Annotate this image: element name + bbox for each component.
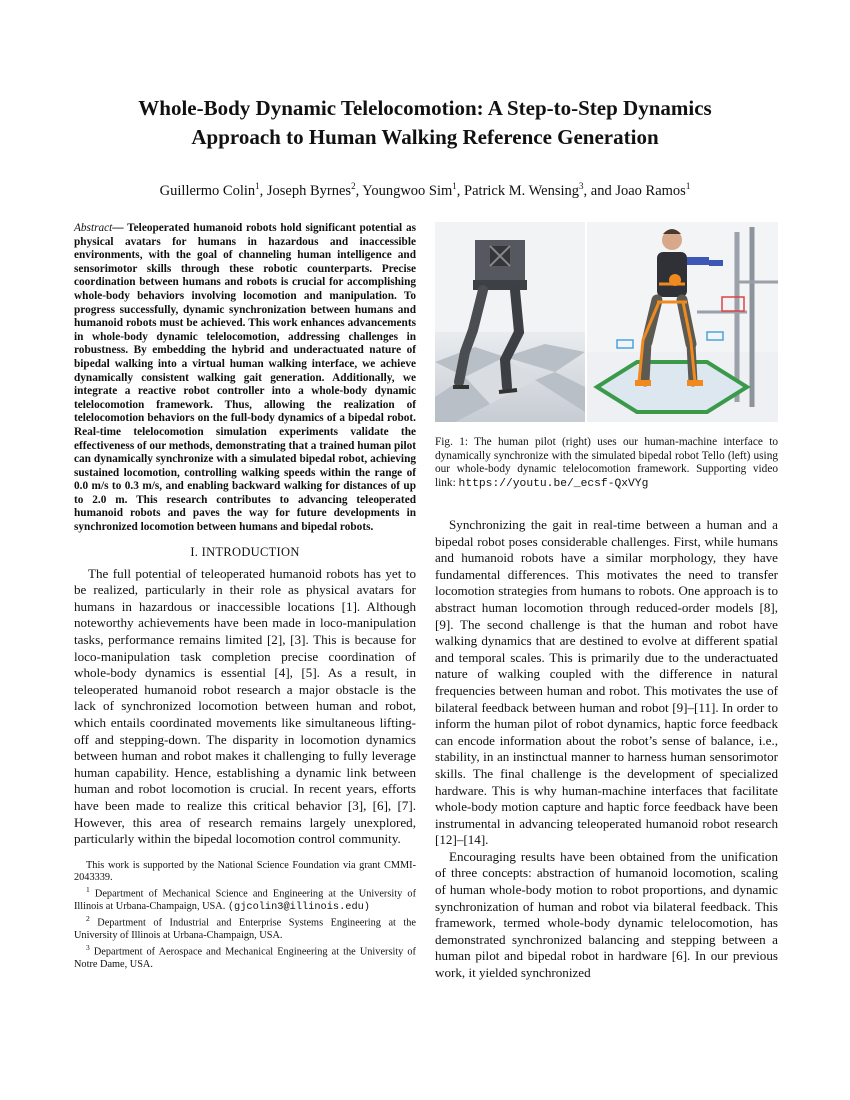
author-separator: , [456, 182, 465, 199]
footnote-3-text: Department of Aerospace and Mechanical Engineering at the University of Notre Dame, USA. [74, 946, 416, 971]
title-line-1: Whole-Body Dynamic Telelocomotion: A Step-to-Step Dynamics [138, 96, 712, 120]
author-name: Patrick M. Wensing [464, 182, 580, 199]
robot-simulation-image [435, 222, 585, 422]
author-affiliation-marker: 1 [685, 181, 691, 191]
footnote-funding: This work is supported by the National Science Foundation via grant CMMI-2043339. [74, 859, 416, 884]
section-heading-introduction: I. INTRODUCTION [190, 544, 300, 559]
right-column [435, 222, 778, 982]
author-list [70, 177, 780, 200]
author-name: Youngwoo Sim [362, 182, 453, 199]
intro-paragraph-1: The full potential of teleoperated humanoid robots has yet to be realized, particularly in their role as physical avatars for humans in hazardous or inaccessible locations [1]. Although noteworthy achievements have been made in loco-manipulation tasks, performance remains limited [2], [3]. This is because for loco-manipulation task completion precise coordination of whole-body dynamics is essential [4], [5]. As a result, in teleoperated humanoid robot research a major obstacle is the lack of synchronized locomotion between human and robot, which entails coordinated movements like simultaneous lifting-off and stepping-down. The disparity in locomotion dynamics between human and robot makes it challenging to fully leverage human capability. Hence, establishing a dynamic link between human and robot locomotion is crucial. In recent years, efforts have been made to realize this critical behavior [3], [6], [7]. However, this area of research remains largely unexplored, particularly within the bipedal locomotion control community. [74, 565, 416, 847]
footnote-1-text: Department of Mechanical Science and Engineering at the University of Illinois at Urbana-Champaign, USA. [74, 888, 416, 913]
footnote-affiliation-3: $^3$ Department of Aerospace and Mechanical Engineering at the University of Notre Dame, USA. [74, 943, 416, 971]
author-affiliation-marker: 3 [579, 181, 584, 191]
paper-title [70, 94, 780, 152]
left-column [74, 222, 416, 971]
video-link[interactable]: https://youtu.be/_ecsf-QxVYg [458, 477, 649, 490]
footnote-2-text: Department of Industrial and Enterprise Systems Engineering at the University of Illinois at Urbana-Champaign, USA. [74, 917, 416, 942]
figure-1-caption-text: Fig. 1: The human pilot (right) uses our human-machine interface to dynamically synchronize with the simulated bipedal robot Tello (left) using our whole-body dynamic telelocomotion framework. Supporting video link: [435, 436, 778, 489]
abstract-label: Abstract [74, 222, 113, 234]
author-affiliation-marker: 2 [351, 181, 356, 191]
abstract [74, 222, 416, 535]
abstract-dash: — [112, 222, 128, 234]
right-paragraph-1: Synchronizing the gait in real-time between a human and a bipedal robot poses considerable challenges. First, while humans and humanoid robots have a similar morphology, they have fundamental differences. This motivates the need to transfer locomotion strategies from humans to robots. One approach is to abstract human locomotion through reduced-order models [8], [9]. The second challenge is that the human and robot have walking dynamics that are destined to evolve at different spatial and temporal scales. This is primarily due to the underactuated nature of walking coupled with the difference in natural frequencies between human and robot. This motivates the use of bilateral feedback between human and robot [9]–[11]. In order to inform the human pilot of robot dynamics, haptic force feedback can encode information about the robot’s sense of balance, i.e., stability, in an instinctual manner to harness human sensorimotor skills. The final challenge is the development of specialized hardware. This is why human-machine interfaces that facilitate whole-body motion capture and haptic force feedback have been instrumental in advancing teleoperated humanoid robot research [12]–[14]. [435, 517, 778, 848]
author-separator: , [259, 182, 267, 199]
right-paragraph-2: Encouraging results have been obtained from the unification of three concepts: abstraction of humanoid locomotion, scaling of human whole-body motion to robot proportions, and dynamic synchronization of human and robot via bilateral feedback. This framework, termed whole-body dynamic telelocomotion, has demonstrated synchronized balancing and stepping between a human pilot and bipedal robot in hardware [6]. In our previous work, it yielded synchronized [435, 848, 778, 981]
author-separator: , and [583, 182, 616, 199]
author-name: Joseph Byrnes [266, 182, 352, 199]
footnote-affiliation-2: $^2$ Department of Industrial and Enterprise Systems Engineering at the University of Illinois at Urbana-Champaign, USA. [74, 914, 416, 942]
author-separator: , [355, 182, 363, 199]
author-affiliation-marker: 1 [452, 181, 457, 191]
abstract-text: Teleoperated humanoid robots hold significant potential as physical avatars for humans in hazardous and inaccessible environments, with the goal of channeling human intelligence and sensorimotor skills through these robotic counterparts. Precise coordination between humans and robots is crucial for accomplishing whole-body behaviors involving locomotion and manipulation. To progress successfully, dynamic synchronization between humans and humanoid robots must be achieved. This work enhances advancements in whole-body dynamic telelocomotion, addressing challenges in robustness. By embedding the hybrid and underactuated nature of bipedal walking into a virtual human walking interface, we achieve dynamically consistent walking gait generation. Additionally, we integrate a reactive robot controller into a whole-body dynamic telelocomotion framework. Thus, allowing the realization of telelocomotion behaviors on the full-body dynamics of a bipedal robot. Real-time telelocomotion simulation experiments validate the effectiveness of our methods, demonstrating that a trained human pilot can dynamically synchronize with a simulated bipedal robot, achieving sustained locomotion, controlling walking speeds within the range of 0.0 m/s to 0.3 m/s, and enabling backward walking for distances of up to 2.0 m. This research contributes to advancing teleoperated humanoid robots and paves the way for future developments in synchronized locomotion between humans and bipedal robots. [74, 222, 416, 534]
figure-1 [435, 222, 778, 422]
human-pilot-image [587, 222, 778, 422]
figure-1-caption [435, 436, 778, 491]
footnote-affiliation-1: $^1$ Department of Mechanical Science and Engineering at the University of Illinois at Urbana-Champaign, USA. (gjcolin3@illinois.edu) [74, 885, 416, 914]
title-line-2: Approach to Human Walking Reference Generation [191, 125, 659, 149]
footnote-1-email[interactable]: (gjcolin3@illinois.edu) [227, 901, 370, 914]
author-name: Joao Ramos [615, 182, 686, 199]
author-name: Guillermo Colin [159, 182, 256, 199]
author-affiliation-marker: 1 [255, 181, 260, 191]
